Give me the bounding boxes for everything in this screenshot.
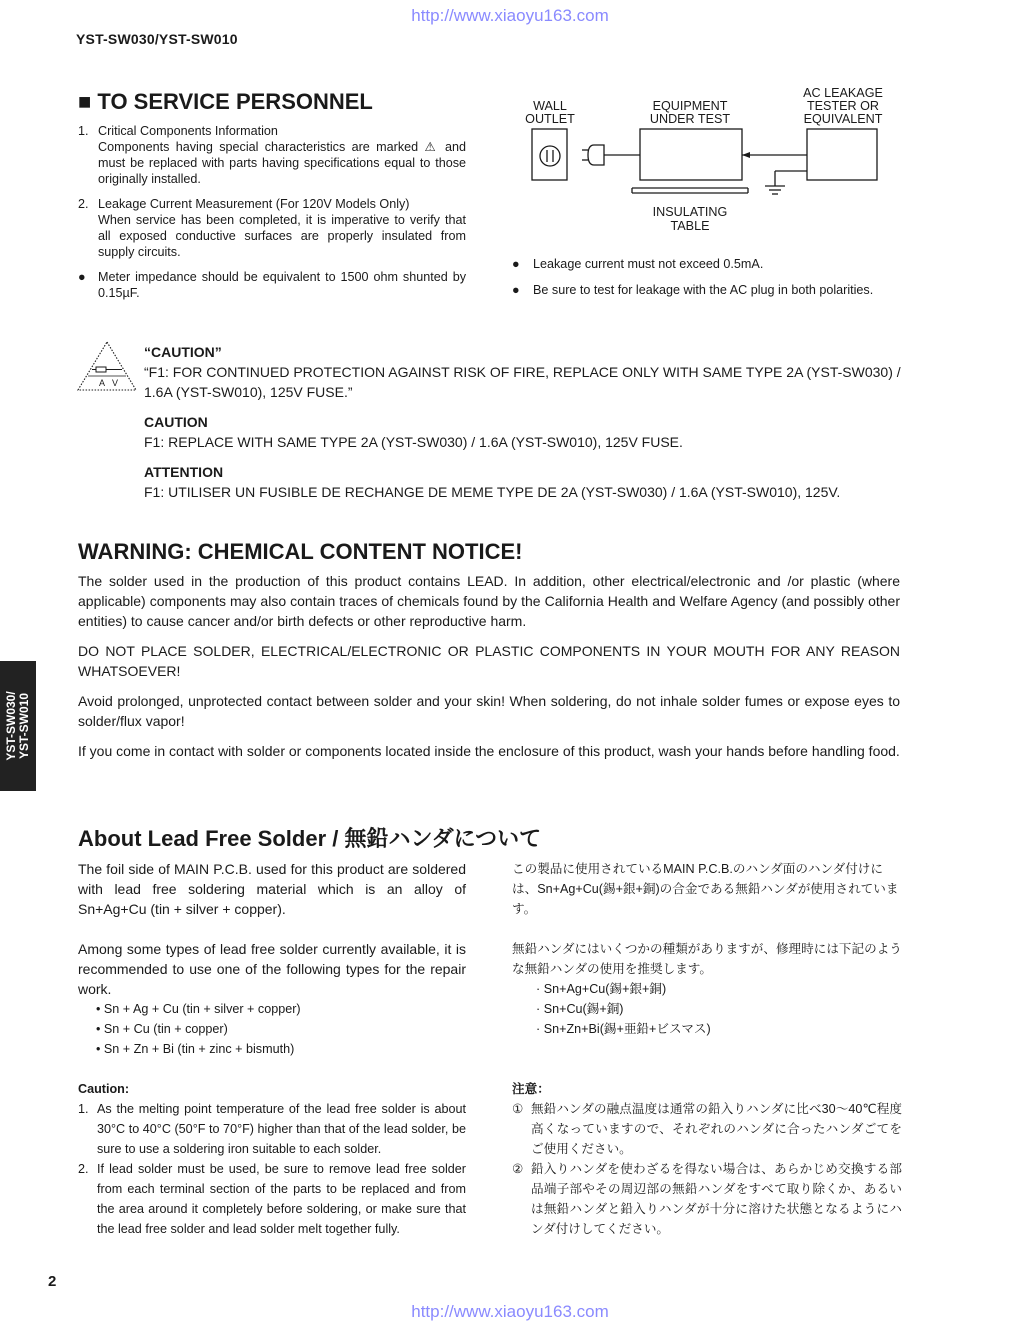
attention-text: F1: UTILISER UN FUSIBLE DE RECHANGE DE MEME TYPE DE 2A (YST-SW030) / 1.6A (YST-SW010), 125V.: [144, 484, 841, 500]
lead-free-title: About Lead Free Solder / 無鉛ハンダについて: [78, 826, 542, 851]
side-tab-line1: YST-SW030/: [4, 691, 18, 761]
bullet-icon: ●: [512, 283, 520, 297]
side-tab-line2: YST-SW010: [17, 692, 31, 760]
en-paragraph: Among some types of lead free solder currently available, it is recommended to use one of the following types for the repair work.: [78, 941, 466, 997]
warning-paragraph: If you come in contact with solder or components located inside the enclosure of this product, wash your hands before handling food.: [78, 743, 900, 759]
en-caution-item: 1. As the melting point temperature of the lead free solder is about 30°C to 40°C (50°F to 70°F) higher than that of the lead solder, be sure to use a soldering iron suitable to each solder.: [78, 1102, 466, 1156]
item-marker: 2.: [78, 197, 89, 211]
page-number: 2: [48, 1273, 57, 1290]
en-bullet: • Sn + Cu (tin + copper): [96, 1022, 228, 1036]
en-bullet: • Sn + Ag + Cu (tin + silver + copper): [96, 1002, 301, 1016]
svg-text:V: V: [112, 378, 119, 388]
lead-free-japanese: [512, 859, 902, 1239]
attention-label: ATTENTION: [144, 464, 224, 480]
warning-paragraph: The solder used in the production of this product contains LEAD. In addition, other electrical/electronic and /or plastic (where applicable) components may also contain traces of chemicals found by the California Health and Welfare Agency (and possibly other entities) to cause cancer and/or birth defects or other reproductive harm.: [78, 573, 900, 629]
source-url-top: http://www.xiaoyu163.com: [411, 6, 609, 25]
fuse-caution-block: [144, 342, 904, 502]
item-marker: ●: [78, 270, 86, 284]
outlet-socket-icon: [540, 146, 560, 166]
service-item: [78, 269, 466, 301]
item-heading: Critical Components Information: [98, 124, 278, 138]
leakage-note: ● Be sure to test for leakage with the AC plug in both polarities.: [512, 283, 874, 297]
tester-label-3: EQUIVALENT: [803, 112, 883, 126]
equipment-label-1: EQUIPMENT: [652, 99, 728, 113]
svg-text:A: A: [99, 378, 106, 388]
source-url-bottom: http://www.xiaoyu163.com: [411, 1302, 609, 1321]
item-body: Components having special characteristics are marked ⚠ and must be replaced with parts having specifications equal to those originally installed.: [98, 140, 466, 186]
caution-label-2: CAUTION: [144, 414, 208, 430]
model-header: YST-SW030/YST-SW010: [76, 31, 238, 47]
service-list: [78, 123, 466, 310]
fuse-warning-triangle-icon: [76, 340, 138, 392]
item-body: When service has been completed, it is imperative to verify that all exposed conductive surfaces are properly insulated from supply circuits.: [98, 213, 466, 259]
table-label-1: INSULATING: [652, 205, 728, 219]
en-paragraph: The foil side of MAIN P.C.B. used for this product are soldered with lead free soldering material which is an alloy of Sn+Ag+Cu (tin + silver + copper).: [78, 861, 466, 917]
tester-label-2: TESTER OR: [806, 99, 880, 113]
ac-plug-icon: [588, 145, 604, 165]
en-caution-label: Caution:: [78, 1082, 130, 1096]
warning-body: [78, 571, 900, 771]
jp-caution-item: ① 無鉛ハンダの融点温度は通常の鉛入りハンダに比べ30〜40℃程度高くなっていますので、それぞれのハンダに合ったハンダごてをご使用ください。: [512, 1102, 902, 1156]
equipment-box: [640, 129, 742, 180]
wall-outlet-label-1: WALL: [533, 99, 567, 113]
caution-text-2: F1: REPLACE WITH SAME TYPE 2A (YST-SW030) / 1.6A (YST-SW010), 125V FUSE.: [144, 434, 683, 450]
wall-outlet-label-2: OUTLET: [525, 112, 575, 126]
leakage-notes: [512, 256, 912, 308]
warning-paragraph: DO NOT PLACE SOLDER, ELECTRICAL/ELECTRONIC OR PLASTIC COMPONENTS IN YOUR MOUTH FOR ANY REASON WHATSOEVER!: [78, 643, 900, 679]
jp-bullet: · Sn+Ag+Cu(錫+銀+銅): [536, 982, 667, 996]
jp-paragraph: この製品に使用されているMAIN P.C.B.のハンダ面のハンダ付けには、Sn+Ag+Cu(錫+銀+銅)の合金である無鉛ハンダが使用されています。: [512, 862, 899, 916]
item-heading: Leakage Current Measurement (For 120V Models Only): [98, 197, 410, 211]
service-item: [78, 196, 466, 260]
service-item: [78, 123, 466, 187]
leakage-note: ● Leakage current must not exceed 0.5mA.: [512, 257, 764, 271]
side-tab: [0, 661, 36, 791]
lead-free-english: [78, 859, 466, 1239]
tester-box: [807, 129, 877, 180]
jp-paragraph: 無鉛ハンダにはいくつかの種類がありますが、修理時には下記のような無鉛ハンダの使用を推奨します。: [512, 942, 902, 976]
equipment-label-2: UNDER TEST: [649, 112, 731, 126]
service-title: ■ TO SERVICE PERSONNEL: [78, 89, 373, 114]
table-label-2: TABLE: [670, 219, 710, 233]
caution-text-1: “F1: FOR CONTINUED PROTECTION AGAINST RISK OF FIRE, REPLACE ONLY WITH SAME TYPE 2A (YST-SW030) / 1.6A (YST-SW010), 125V FUSE.”: [144, 364, 901, 400]
jp-caution-label: 注意：: [512, 1082, 550, 1096]
caution-label-1: “CAUTION”: [144, 344, 222, 360]
bullet-icon: ●: [512, 257, 520, 271]
warning-title: WARNING: CHEMICAL CONTENT NOTICE!: [78, 539, 523, 564]
wall-outlet-box: [532, 129, 567, 180]
jp-bullet: · Sn+Zn+Bi(錫+亜鉛+ビスマス): [536, 1022, 711, 1036]
warning-paragraph: Avoid prolonged, unprotected contact between solder and your skin! When soldering, do not inhale solder fumes or expose eyes to solder/flux vapor!: [78, 693, 900, 729]
item-body: Meter impedance should be equivalent to 1500 ohm shunted by 0.15µF.: [98, 270, 466, 300]
en-caution-item: 2. If lead solder must be used, be sure to remove lead free solder from each terminal section of the parts to be replaced and from the area around it completely before soldering, or make sure that the lead free solder and lead solder melt together fully.: [78, 1162, 466, 1236]
item-marker: 1.: [78, 124, 89, 138]
tester-label-1: AC LEAKAGE: [803, 86, 883, 100]
jp-caution-item: ② 鉛入りハンダを使わざるを得ない場合は、あらかじめ交換する部品端子部やその周辺部の無鉛ハンダをすべて取り除くか、あるいは無鉛ハンダと鉛入りハンダが十分に溶けた状態となるようにハンダ付けしてください。: [512, 1162, 902, 1236]
leakage-test-diagram: [510, 86, 910, 236]
en-bullet: • Sn + Zn + Bi (tin + zinc + bismuth): [96, 1042, 295, 1056]
jp-bullet: · Sn+Cu(錫+銅): [536, 1002, 624, 1016]
